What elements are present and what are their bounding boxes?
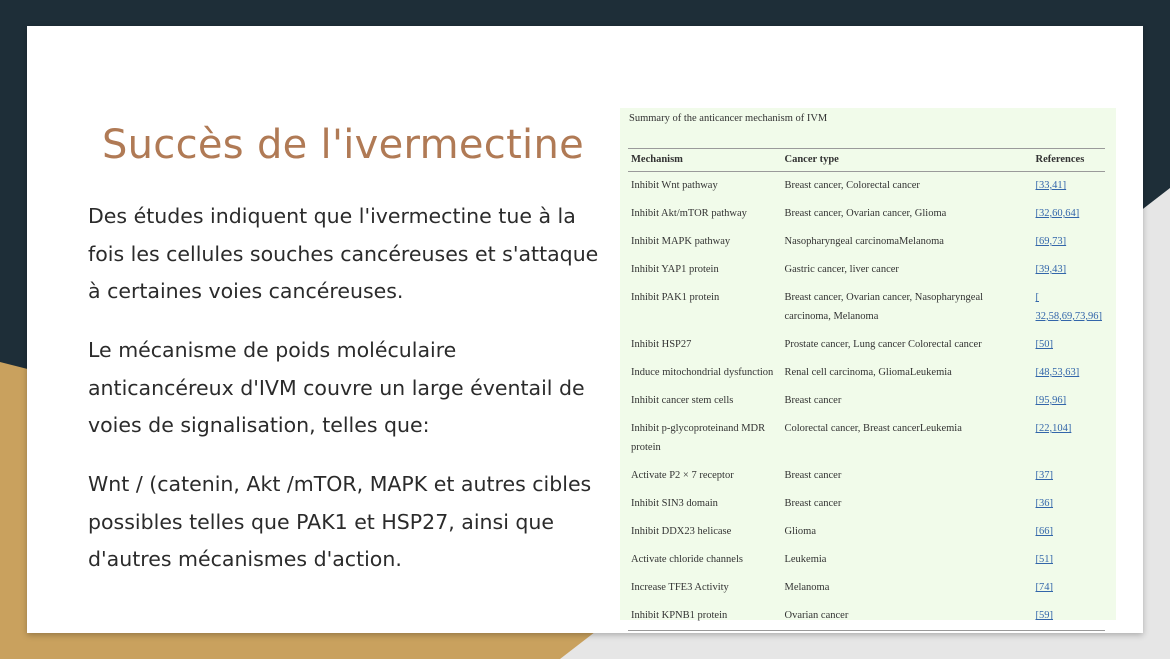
table-row [628, 200, 1105, 228]
cell-cancer-type: Prostate cancer, Lung cancer Colorectal cancer [784, 339, 982, 350]
table-row [628, 284, 1105, 331]
reference-link[interactable]: [32,60,64] [1035, 208, 1080, 219]
reference-link[interactable]: [37] [1035, 470, 1053, 481]
table-row [628, 359, 1105, 387]
reference-link[interactable]: [69,73] [1035, 236, 1067, 247]
cell-mechanism: Activate P2 × 7 receptor [631, 470, 734, 481]
cell-cancer-type: Breast cancer [784, 395, 842, 406]
table-row [628, 331, 1105, 359]
cell-mechanism: Inhibit HSP27 [631, 339, 692, 350]
table-row [628, 172, 1105, 201]
table-row [628, 574, 1105, 602]
cell-mechanism: Inhibit MAPK pathway [631, 236, 731, 247]
reference-link[interactable]: [95,96] [1035, 395, 1067, 406]
table-caption: Summary of the anticancer mechanism of IVM [629, 113, 828, 124]
cell-cancer-type: Breast cancer [784, 498, 842, 509]
cell-references [1033, 462, 1106, 490]
cell-mechanism: Inhibit DDX23 helicase [631, 526, 732, 537]
cell-mechanism: Induce mitochondrial dysfunction [631, 367, 774, 378]
cell-cancer-type: Melanoma [784, 582, 830, 593]
cell-mechanism: Inhibit KPNB1 protein [628, 602, 781, 631]
cell-cancer-type: Glioma [784, 526, 816, 537]
cell-mechanism: Activate chloride channels [631, 554, 743, 565]
cell-cancer-type: Nasopharyngeal carcinomaMelanoma [784, 236, 944, 247]
cell-references [1033, 256, 1106, 284]
table-row [628, 602, 1105, 631]
table-row [628, 490, 1105, 518]
cell-references [1033, 415, 1106, 462]
cell-mechanism: Inhibit PAK1 protein [631, 292, 720, 303]
cell-references [1033, 228, 1106, 256]
cell-mechanism: Inhibit p-glycoproteinand MDR protein [631, 423, 766, 453]
reference-link[interactable]: [50] [1035, 339, 1053, 350]
cell-cancer-type: Breast cancer, Ovarian cancer, Glioma [784, 208, 947, 219]
cell-cancer-type: Breast cancer [784, 470, 842, 481]
reference-link[interactable]: [39,43] [1035, 264, 1067, 275]
mechanism-table-panel [620, 108, 1116, 620]
reference-link[interactable]: [ 32,58,69,73,96] [1035, 292, 1102, 322]
cell-mechanism: Inhibit Wnt pathway [631, 180, 718, 191]
reference-link[interactable]: [22,104] [1035, 423, 1072, 434]
reference-link[interactable]: [51] [1035, 554, 1053, 565]
table-row [628, 387, 1105, 415]
cell-cancer-type: Ovarian cancer [781, 602, 1032, 631]
cell-references [1033, 172, 1106, 201]
cell-cancer-type: Breast cancer, Colorectal cancer [784, 180, 920, 191]
mechanism-table [628, 148, 1105, 631]
cell-cancer-type: Breast cancer, Ovarian cancer, Nasopharyngeal carcinoma, Melanoma [784, 292, 984, 322]
table-row [628, 462, 1105, 490]
cell-cancer-type: Colorectal cancer, Breast cancerLeukemia [784, 423, 962, 434]
cell-references [1033, 574, 1106, 602]
table-row [628, 256, 1105, 284]
cell-references [1033, 490, 1106, 518]
reference-link[interactable]: [66] [1035, 526, 1053, 537]
cell-references [1033, 200, 1106, 228]
cell-references [1033, 546, 1106, 574]
paragraph-3: Wnt / (catenin, Akt /mTOR, MAPK et autres cibles possibles telles que PAK1 et HSP27, ainsi que d'autres mécanismes d'action. [88, 472, 592, 571]
cell-mechanism: Increase TFE3 Activity [631, 582, 729, 593]
cell-mechanism: Inhibit SIN3 domain [631, 498, 718, 509]
cell-references [1033, 331, 1106, 359]
header-references: References [1033, 149, 1106, 172]
slide-title: Succès de l'ivermectine [101, 122, 585, 168]
cell-cancer-type: Leukemia [784, 554, 827, 565]
cell-references [1033, 284, 1106, 331]
reference-link[interactable]: [74] [1035, 582, 1053, 593]
cell-references [1033, 518, 1106, 546]
cell-cancer-type: Renal cell carcinoma, GliomaLeukemia [784, 367, 952, 378]
paragraph-2: Le mécanisme de poids moléculaire anticancéreux d'IVM couvre un large éventail de voies de signalisation, telles que: [88, 338, 585, 437]
table-header-row [628, 149, 1105, 172]
header-cancer-type: Cancer type [781, 149, 1032, 172]
cell-references [1033, 359, 1106, 387]
header-mechanism: Mechanism [628, 149, 781, 172]
cell-mechanism: Inhibit YAP1 protein [631, 264, 719, 275]
table-row [628, 228, 1105, 256]
table-row [628, 546, 1105, 574]
table-row [628, 518, 1105, 546]
cell-references [1033, 602, 1106, 631]
cell-mechanism: Inhibit Akt/mTOR pathway [631, 208, 747, 219]
reference-link[interactable]: [36] [1035, 498, 1053, 509]
reference-link[interactable]: [33,41] [1035, 180, 1067, 191]
cell-references [1033, 387, 1106, 415]
reference-link[interactable]: [59] [1035, 610, 1053, 621]
reference-link[interactable]: [48,53,63] [1035, 367, 1080, 378]
table-row [628, 415, 1105, 462]
paragraph-1: Des études indiquent que l'ivermectine tue à la fois les cellules souches cancéreuses et s'attaque à certaines voies cancéreuses. [88, 204, 599, 303]
cell-mechanism: Inhibit cancer stem cells [631, 395, 734, 406]
cell-cancer-type: Gastric cancer, liver cancer [784, 264, 899, 275]
